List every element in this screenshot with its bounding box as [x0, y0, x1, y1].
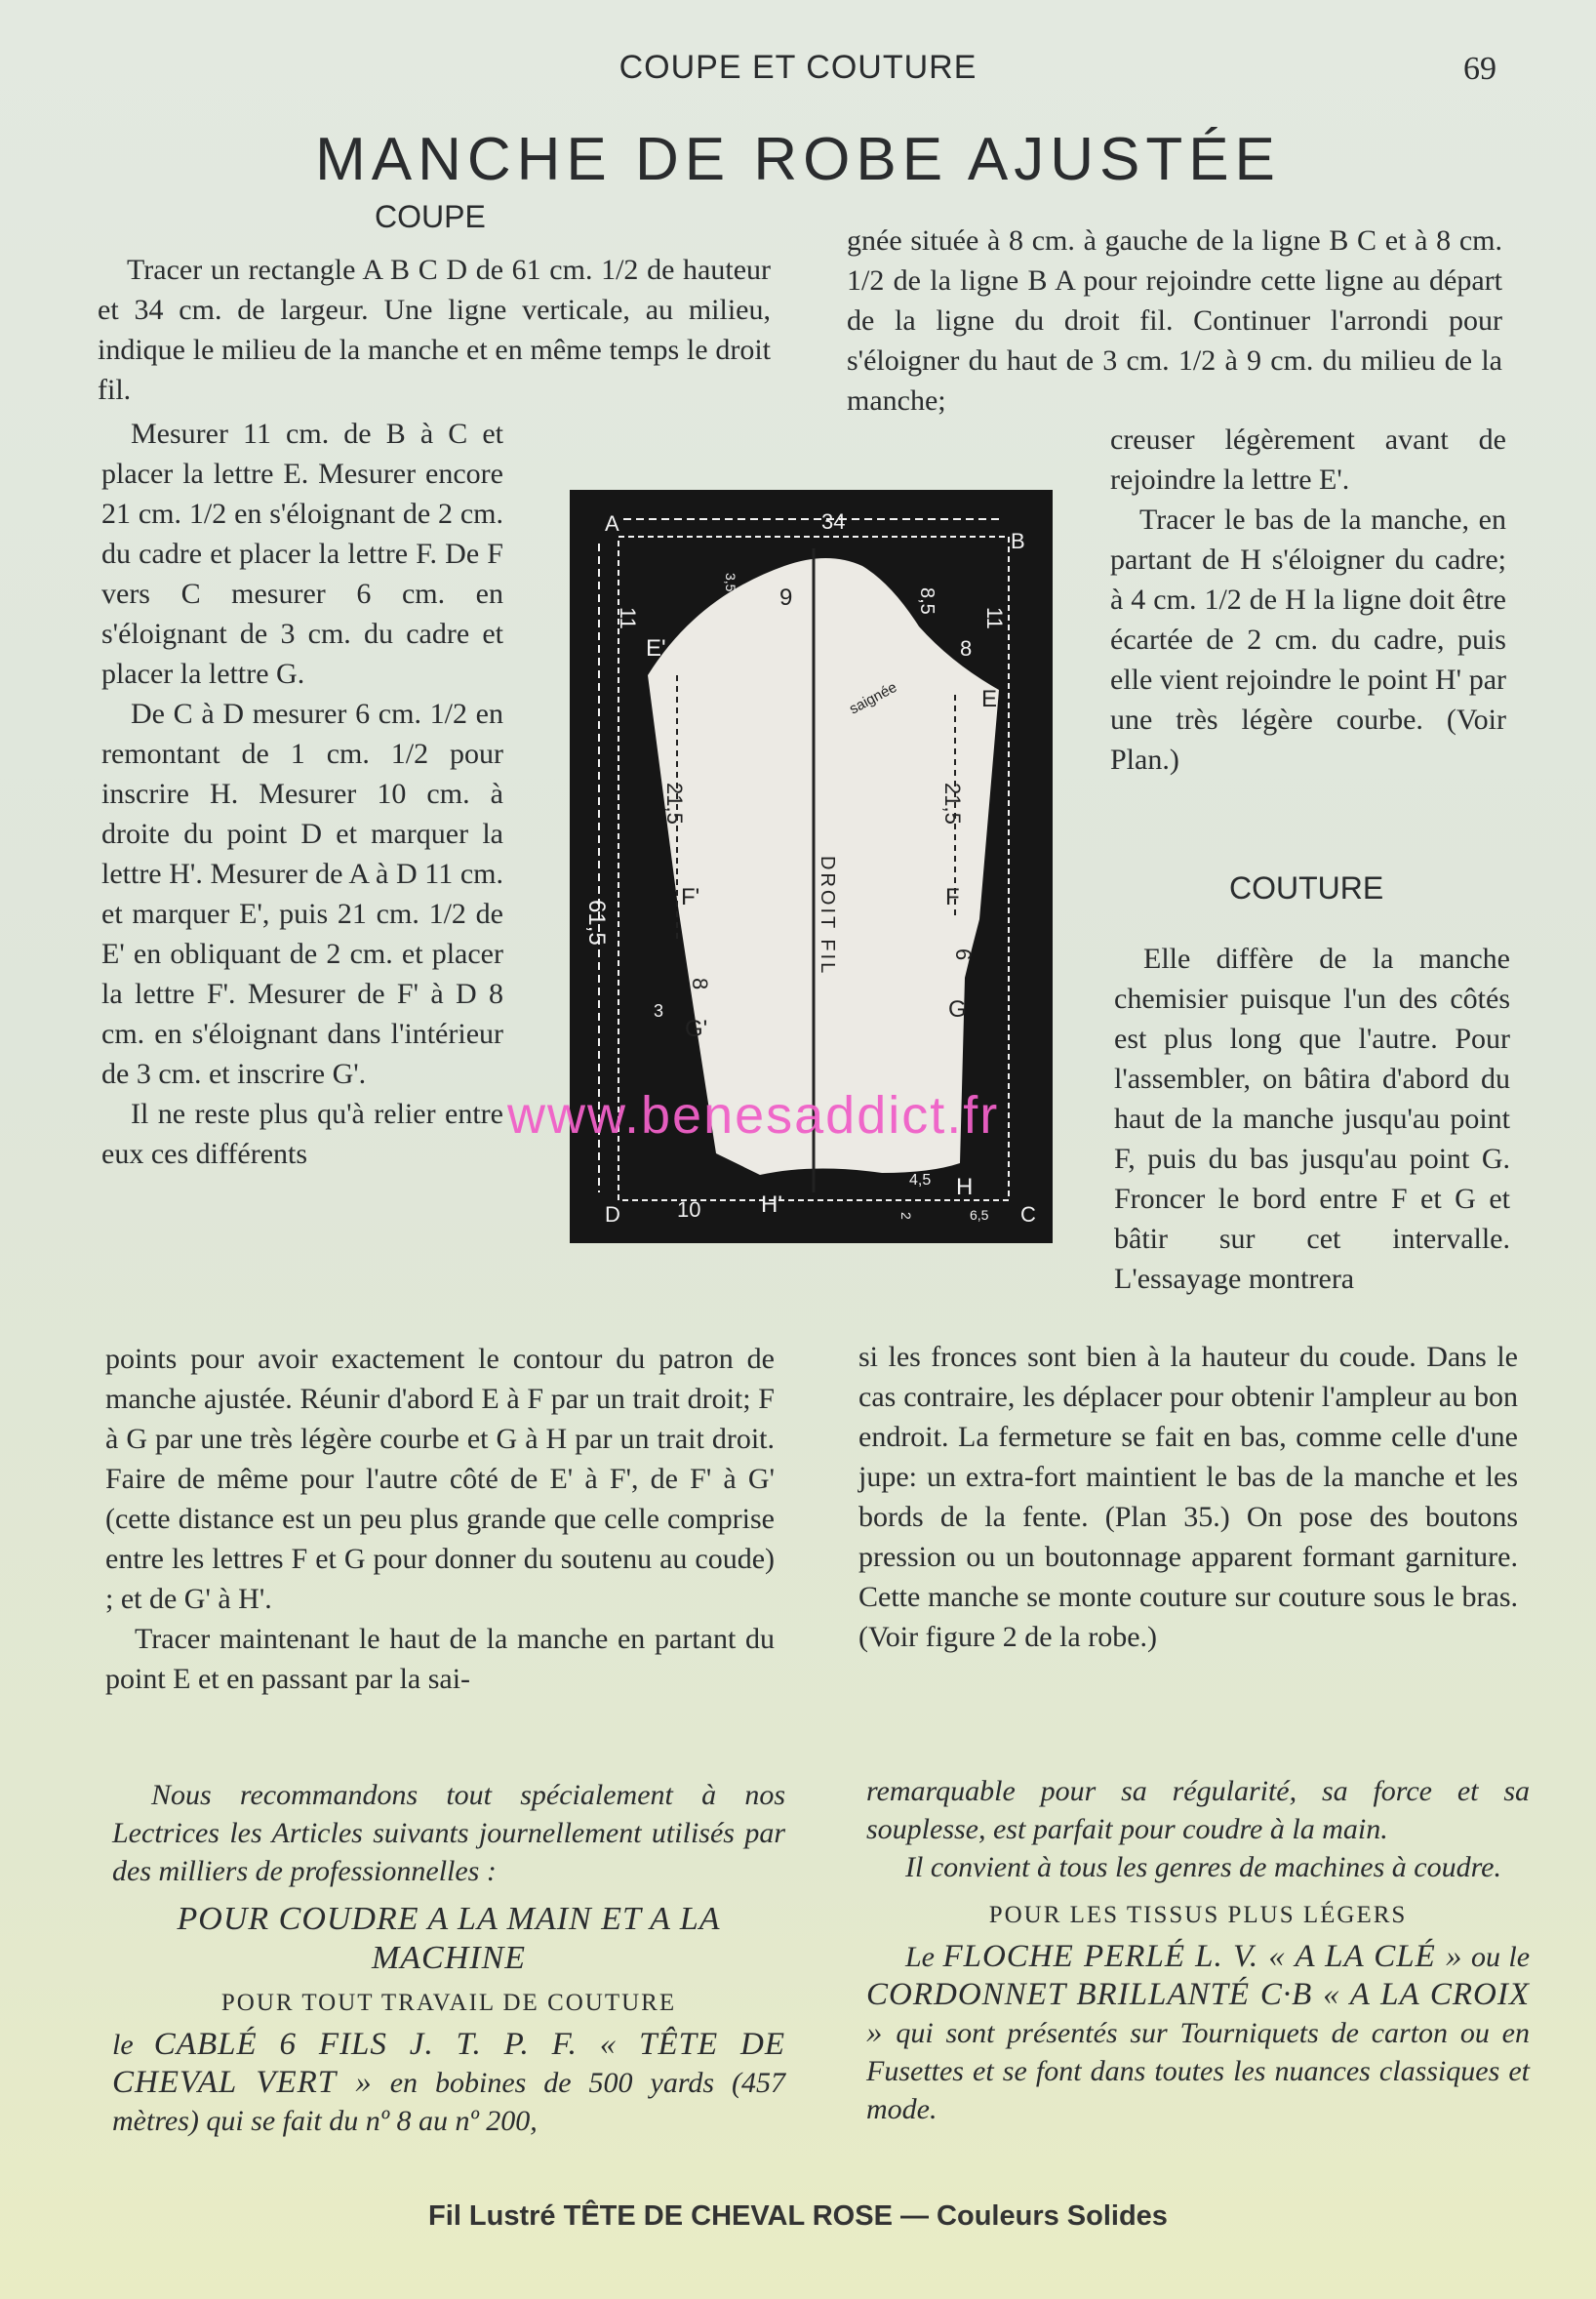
dim-bottom-right-b: 6,5 — [970, 1207, 989, 1223]
right-paragraph-1b: creuser légèrement avant de rejoindre la lettre E'. — [1110, 424, 1506, 496]
dim-bottom-right-c: 2 — [898, 1212, 914, 1220]
dim-left-mid: 21,5 — [662, 783, 687, 825]
watermark: www.benesaddict.fr — [507, 1086, 1000, 1145]
label-E-prime: E' — [646, 635, 666, 662]
heading-coupe: COUPE — [375, 199, 486, 234]
advert-main-heading: POUR COUDRE A LA MAIN ET A LA MACHINE — [177, 1901, 721, 1976]
dim-left-offset: 3 — [654, 1001, 664, 1021]
footer-advert: Fil Lustré TÊTE DE CHEVAL ROSE — Couleurs Solides — [428, 2200, 1168, 2232]
dim-left-fg: 8 — [688, 978, 712, 990]
left-paragraph-5: Tracer maintenant le haut de la manche en partant du point E et en passant par la sai- — [105, 1623, 775, 1695]
dim-right-mid: 21,5 — [940, 783, 965, 825]
dim-top-right: 8,5 — [916, 587, 938, 615]
dim-right-fg: 6 — [951, 948, 976, 961]
dim-right-top: 11 — [982, 607, 1007, 629]
saignee-label: saignée — [846, 678, 900, 718]
page-number: 69 — [1463, 51, 1496, 87]
left-paragraph-3: De C à D mesurer 6 cm. 1/2 en remontant de 1 cm. 1/2 pour inscrire H. Mesurer 10 cm. à droite du point D et marquer la lettre H'. Mesurer de A à D 11 cm. et marquer E', puis 21 cm. 1/2 de E' en obliquant de 2 cm. et placer la lettre F'. Mesurer de F' à D 8 cm. en s'éloignant dans l'intérieur de 3 cm. et inscrire G'. — [101, 698, 503, 1090]
advert-product-1-cont: remarquable pour sa régularité, sa force et sa souplesse, est parfait pour coudre à la main. — [866, 1775, 1530, 1845]
left-paragraph-4b: points pour avoir exactement le contour du patron de manche ajustée. Réunir d'abord E à F par un trait droit; F à G par une très légère courbe et G à H par un trait droit. Faire de même pour l'autre côté de E' à F', de F' à G' (cette distance est un peu plus grande que celle comprise entre les lettres F et G pour donner du soutenu au coude) ; et de G' à H'. — [105, 1343, 775, 1615]
label-F-prime: F' — [681, 884, 700, 910]
advert-right — [866, 1772, 1530, 2128]
label-H-prime: H' — [761, 1191, 782, 1218]
label-H: H — [956, 1174, 974, 1200]
label-D: D — [605, 1202, 620, 1227]
dim-width: 34 — [821, 509, 846, 534]
dim-left-top: 11 — [616, 607, 640, 629]
grain-line-label: DROIT FIL — [817, 856, 838, 977]
article-title: MANCHE DE ROBE AJUSTÉE — [315, 126, 1281, 193]
label-E: E — [981, 686, 998, 712]
heading-couture: COUTURE — [1229, 870, 1384, 906]
label-B: B — [1011, 529, 1025, 553]
right-paragraph-3a: Elle diffère de la manche chemisier puisque l'un des côtés est plus long que l'autre. Pour l'assembler, on bâtira d'abord du haut de la manche jusqu'au point F, puis du bas jusqu'au point G. Froncer le bord entre F et G et bâtir sur cet intervalle. L'essayage montrera — [1114, 943, 1510, 1295]
left-paragraph-lower — [105, 1339, 775, 1699]
left-paragraph-2: Mesurer 11 cm. de B à C et placer la lettre E. Mesurer encore 21 cm. 1/2 en s'éloignant de 2 cm. du cadre et placer la lettre F. De F vers C mesurer 6 cm. en s'éloignant de 3 cm. du cadre et placer la lettre G. — [101, 418, 503, 690]
advert-subheading-2: POUR LES TISSUS PLUS LÉGERS — [988, 1902, 1408, 1928]
dim-bottom-left: 10 — [677, 1197, 701, 1222]
label-C: C — [1020, 1202, 1036, 1227]
advert-intro: Nous recommandons tout spécialement à nos Lectrices les Articles suivants journellement utilisés par des milliers de professionnelles : — [112, 1779, 785, 1887]
label-G: G — [948, 996, 967, 1023]
dim-top-center: 9 — [779, 585, 793, 611]
dim-saignee-offset: 8 — [960, 636, 973, 661]
right-paragraph-narrow — [1110, 420, 1506, 780]
advert-product-2: Le FLOCHE PERLÉ L. V. « A LA CLÉ » ou le CORDONNET BRILLANTÉ C·B « A LA CROIX » qui sont présentés sur Tourniquets de carton ou en Fusettes et se font dans toutes les nuances classiques et mode. — [866, 1939, 1531, 2125]
label-A: A — [605, 511, 619, 536]
left-paragraph-1: Tracer un rectangle A B C D de 61 cm. 1/2 de hauteur et 34 cm. de largeur. Une ligne verticale, au milieu, indique le milieu de la manche et en même temps le droit fil. — [98, 254, 771, 406]
running-header: COUPE ET COUTURE — [618, 49, 978, 86]
dim-top-small: 3,5 — [723, 573, 738, 592]
right-paragraph-1a: gnée située à 8 cm. à gauche de la ligne B C et à 8 cm. 1/2 de la ligne B A pour rejoindre cette ligne au départ de la ligne du droit fil. Continuer l'arrondi pour s'éloigner du haut de 3 cm. 1/2 à 9 cm. du milieu de la manche; — [847, 224, 1502, 417]
left-paragraph-narrow — [101, 414, 503, 1174]
advert-product-1-machines: Il convient à tous les genres de machines à coudre. — [905, 1851, 1501, 1883]
label-F: F — [945, 884, 960, 910]
dim-bottom-right-a: 4,5 — [909, 1172, 932, 1189]
left-paragraph-4a: Il ne reste plus qu'à relier entre eux ces différents — [101, 1098, 503, 1170]
advert-left — [112, 1776, 785, 2140]
right-paragraph-3b: si les fronces sont bien à la hauteur du coude. Dans le cas contraire, les déplacer pour obtenir l'ampleur au bon endroit. La fermeture se fait en bas, comme celle d'une jupe: un extra-fort maintient le bas de la manche et les bords de la fente. (Plan 35.) On pose des boutons pression ou un boutonnage apparent formant garniture. Cette manche se monte couture sur couture sous le bras. (Voir figure 2 de la robe.) — [858, 1341, 1518, 1653]
dim-height: 61,5 — [583, 900, 610, 946]
right-paragraph-2: Tracer le bas de la manche, en partant de H s'éloigner du cadre; à 4 cm. 1/2 de H la ligne doit être écartée de 2 cm. du cadre, puis elle vient rejoindre le point H' par une très légère courbe. (Voir Plan.) — [1110, 504, 1506, 776]
advert-subheading-1: POUR TOUT TRAVAIL DE COUTURE — [220, 1990, 677, 2016]
label-G-prime: G' — [685, 1016, 708, 1042]
advert-product-1: le CABLÉ 6 FILS J. T. P. F. « TÊTE DE CHEVAL VERT » en bobines de 500 yards (457 mètres) qui se fait du nº 8 au nº 200, — [112, 2027, 786, 2137]
